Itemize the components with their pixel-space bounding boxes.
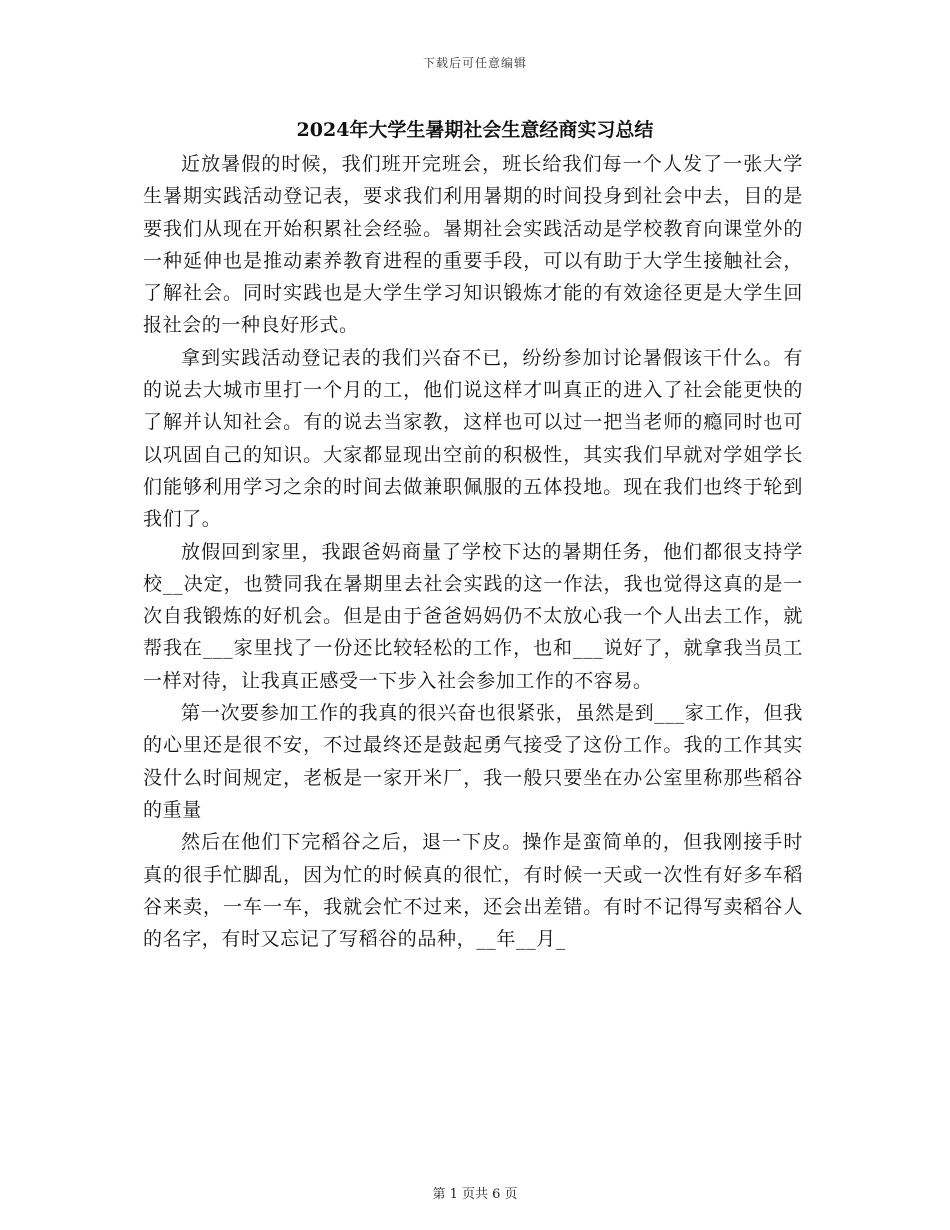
paragraph: 近放暑假的时候，我们班开完班会，班长给我们每一个人发了一张大学生暑期实践活动登记表，要求我们利用暑期的时间投身到社会中去，目的是要我们从现在开始积累社会经验。暑期社会实践活动是学校教育向课堂外的一种延伸也是推动素养教育进程的重要手段，可以有助于大学生接触社会，了解社会。同时实践也是大学生学习知识锻炼才能的有效途径更是大学生回报社会的一种良好形式。	[143, 153, 803, 337]
document-body	[143, 148, 803, 955]
page-header-note: 下载后可任意编辑	[422, 56, 527, 70]
paragraph: 第一次要参加工作的我真的很兴奋也很紧张，虽然是到___家工作，但我的心里还是很不安，不过最终还是鼓起勇气接受了这份工作。我的工作其实没什么时间规定，老板是一家开米厂，我一般只要坐在办公室里称那些稻谷的重量	[143, 702, 803, 821]
page-number: 第 1 页共 6 页	[432, 1187, 518, 1202]
document-title: 2024年大学生暑期社会生意经商实习总结	[296, 119, 654, 141]
paragraph: 放假回到家里，我跟爸妈商量了学校下达的暑期任务，他们都很支持学校__决定，也赞同我在暑期里去社会实践的这一作法，我也觉得这真的是一次自我锻炼的好机会。但是由于爸爸妈妈仍不太放心我一个人出去工作，就帮我在___家里找了一份还比较轻松的工作，也和___说好了，就拿我当员工一样对待，让我真正感受一下步入社会参加工作的不容易。	[143, 540, 803, 692]
paragraph: 拿到实践活动登记表的我们兴奋不已，纷纷参加讨论暑假该干什么。有的说去大城市里打一个月的工，他们说这样才叫真正的进入了社会能更快的了解并认知社会。有的说去当家教，这样也可以过一把当老师的瘾同时也可以巩固自己的知识。大家都显现出空前的积极性，其实我们早就对学姐学长们能够利用学习之余的时间去做兼职佩服的五体投地。现在我们也终于轮到我们了。	[143, 346, 803, 531]
paragraph: 然后在他们下完稻谷之后，退一下皮。操作是蛮简单的，但我刚接手时真的很手忙脚乱，因为忙的时候真的很忙，有时候一天或一次性有好多车稻谷来卖，一车一车，我就会忙不过来，还会出差错。有时不记得写卖稻谷人的名字，有时又忘记了写稻谷的品种，__年__月_	[143, 831, 803, 951]
